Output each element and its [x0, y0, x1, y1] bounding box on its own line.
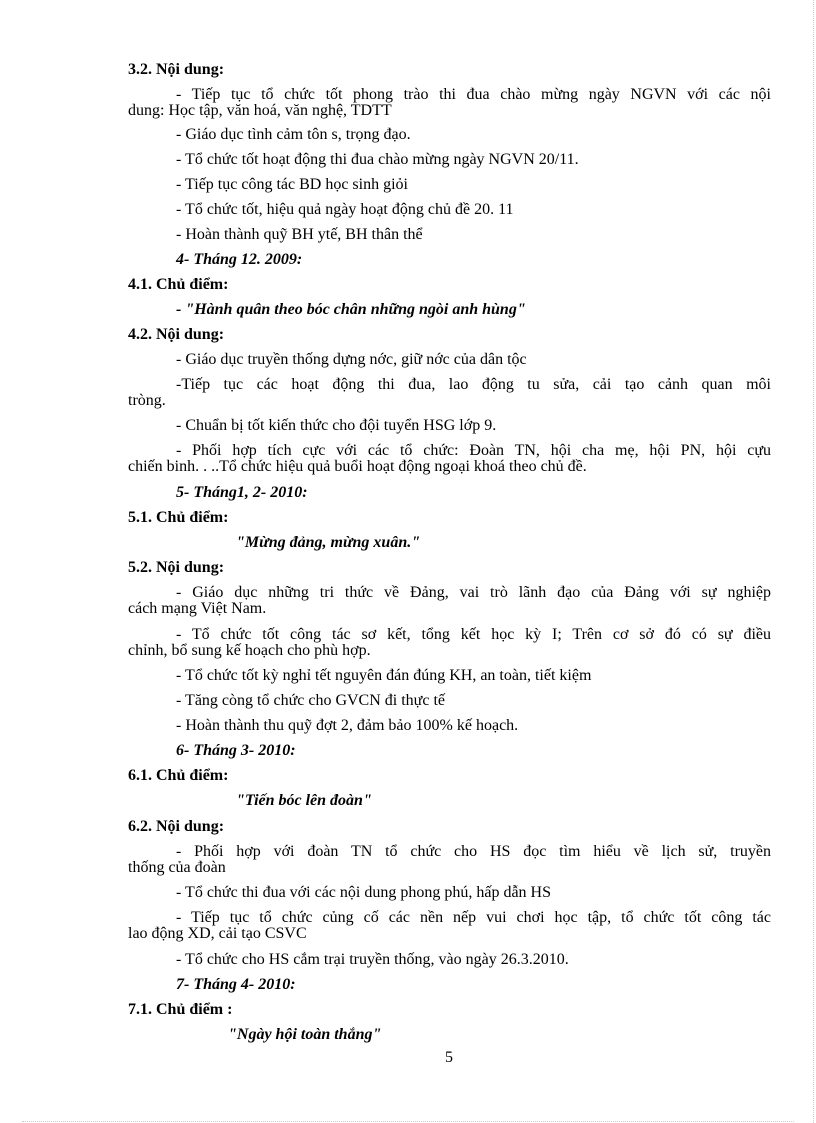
text-line: - Tổ chức tốt, hiệu quả ngày hoạt động chủ đề 20. 11 — [176, 201, 514, 218]
text-line: - Giáo dục truyền thống dựng nớc, giữ nớc của dân tộc — [176, 351, 527, 368]
text-line: - Tiếp tục tổ chức củng cố các nền nếp vui chơi học tập, tổ chức tốt công tác — [176, 909, 771, 926]
subheading: 5- Tháng1, 2- 2010: — [176, 484, 308, 501]
text-line: - Giáo dục tình cảm tôn s, trọng đạo. — [176, 126, 411, 143]
text-line: chiến binh. . ..Tổ chức hiệu quả buổi hoạt động ngoại khoá theo chủ đề. — [128, 458, 587, 475]
section-heading: 4.2. Nội dung: — [128, 326, 225, 343]
text-line: - Phối hợp với đoàn TN tổ chức cho HS đọc tìm hiểu về lịch sử, truyền — [176, 843, 771, 860]
section-heading: 5.1. Chủ điểm: — [128, 509, 229, 526]
text-line: - Tổ chức tốt hoạt động thi đua chào mừng ngày NGVN 20/11. — [176, 151, 579, 168]
section-heading: 3.2. Nội dung: — [128, 61, 225, 78]
text-line: dung: Học tập, văn hoá, văn nghệ, TDTT — [128, 102, 392, 119]
text-line: - Hoàn thành thu quỹ đợt 2, đảm bảo 100% kế hoạch. — [176, 717, 519, 734]
section-heading: 5.2. Nội dung: — [128, 559, 225, 576]
subheading: "Tiến bóc lên đoàn" — [236, 792, 372, 809]
text-line: thống của đoàn — [128, 859, 226, 876]
text-line: tròng. — [128, 392, 166, 409]
section-heading: 7.1. Chủ điểm : — [128, 1001, 233, 1018]
section-heading: 6.1. Chủ điểm: — [128, 767, 229, 784]
subheading: "Ngày hội toàn thắng" — [228, 1026, 382, 1043]
text-line: -Tiếp tục các hoạt động thi đua, lao động tu sửa, cải tạo cảnh quan môi — [176, 376, 771, 393]
text-line: chỉnh, bổ sung kế hoạch cho phù hợp. — [128, 642, 371, 659]
text-line: - Giáo dục những tri thức về Đảng, vai trò lãnh đạo của Đảng với sự nghiệp — [176, 584, 771, 601]
text-line: - Chuẩn bị tốt kiến thức cho đội tuyển HSG lớp 9. — [176, 417, 497, 434]
subheading: 4- Tháng 12. 2009: — [176, 251, 303, 268]
text-line: - Tổ chức thi đua với các nội dung phong phú, hấp dẫn HS — [176, 884, 551, 901]
text-line: - Tổ chức tốt kỳ nghỉ tết nguyên đán đúng KH, an toàn, tiết kiệm — [176, 667, 592, 684]
text-line: - Tiếp tục tổ chức tốt phong trào thi đua chào mừng ngày NGVN với các nội — [176, 86, 771, 103]
text-line: cách mạng Việt Nam. — [128, 600, 267, 617]
text-line: - Tiếp tục công tác BD học sinh giỏi — [176, 176, 408, 193]
subheading: 7- Tháng 4- 2010: — [176, 976, 296, 993]
subheading: - "Hành quân theo bóc chân những ngòi anh hùng" — [176, 301, 526, 318]
section-heading: 6.2. Nội dung: — [128, 818, 225, 835]
subheading: 6- Tháng 3- 2010: — [176, 742, 296, 759]
page-right-guide — [813, 0, 814, 1123]
text-line: - Tổ chức tốt công tác sơ kết, tổng kết học kỳ I; Trên cơ sở đó có sự điều — [176, 626, 771, 643]
subheading: "Mừng đảng, mừng xuân." — [236, 534, 421, 551]
text-line: - Tổ chức cho HS cắm trại truyền thống, vào ngày 26.3.2010. — [176, 951, 569, 968]
section-heading: 4.1. Chủ điểm: — [128, 276, 229, 293]
page-number: 5 — [445, 1049, 453, 1066]
text-line: lao động XD, cải tạo CSVC — [128, 925, 307, 942]
text-line: - Tăng còng tổ chức cho GVCN đi thực tế — [176, 692, 445, 709]
text-line: - Hoàn thành quỹ BH ytế, BH thân thể — [176, 226, 423, 243]
text-line: - Phối hợp tích cực với các tổ chức: Đoàn TN, hội cha mẹ, hội PN, hội cựu — [176, 442, 771, 459]
page-bottom-divider — [22, 1121, 794, 1122]
